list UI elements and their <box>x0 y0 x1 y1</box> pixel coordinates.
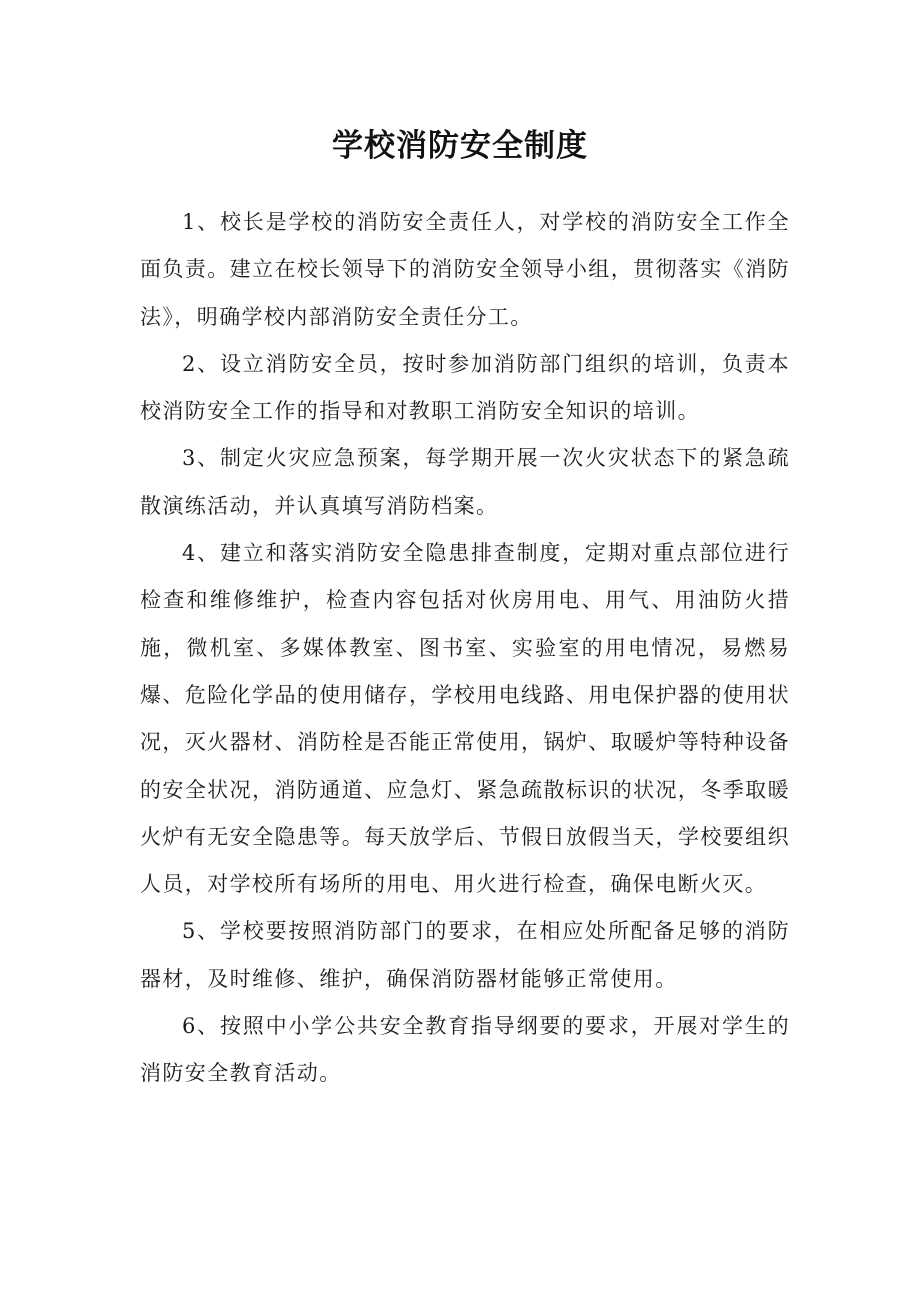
document-title: 学校消防安全制度 <box>332 128 588 164</box>
document-body <box>140 199 790 1098</box>
paragraph-4: 4、建立和落实消防安全隐患排查制度，定期对重点部位进行检查和维修维护，检查内容包括对伙房用电、用气、用油防火措施，微机室、多媒体教室、图书室、实验室的用电情况，易燃易爆、危险化学品的使用储存，学校用电线路、用电保护器的使用状况，灭火器材、消防栓是否能正常使用，锅炉、取暖炉等特种设备的安全状况，消防通道、应急灯、紧急疏散标识的状况，冬季取暖火炉有无安全隐患等。每天放学后、节假日放假当天，学校要组织人员，对学校所有场所的用电、用火进行检查，确保电断火灭。 <box>140 541 790 897</box>
paragraph-6: 6、按照中小学公共安全教育指导纲要的要求，开展对学生的消防安全教育活动。 <box>140 1014 790 1086</box>
paragraph-1: 1、校长是学校的消防安全责任人，对学校的消防安全工作全面负责。建立在校长领导下的消防安全领导小组，贯彻落实《消防法》，明确学校内部消防安全责任分工。 <box>140 210 790 329</box>
paragraph-5: 5、学校要按照消防部门的要求，在相应处所配备足够的消防器材，及时维修、维护，确保消防器材能够正常使用。 <box>140 919 790 991</box>
paragraph-3: 3、制定火灾应急预案，每学期开展一次火灾状态下的紧急疏散演练活动，并认真填写消防档案。 <box>140 446 790 518</box>
paragraph-2: 2、设立消防安全员，按时参加消防部门组织的培训，负责本校消防安全工作的指导和对教职工消防安全知识的培训。 <box>140 351 790 424</box>
